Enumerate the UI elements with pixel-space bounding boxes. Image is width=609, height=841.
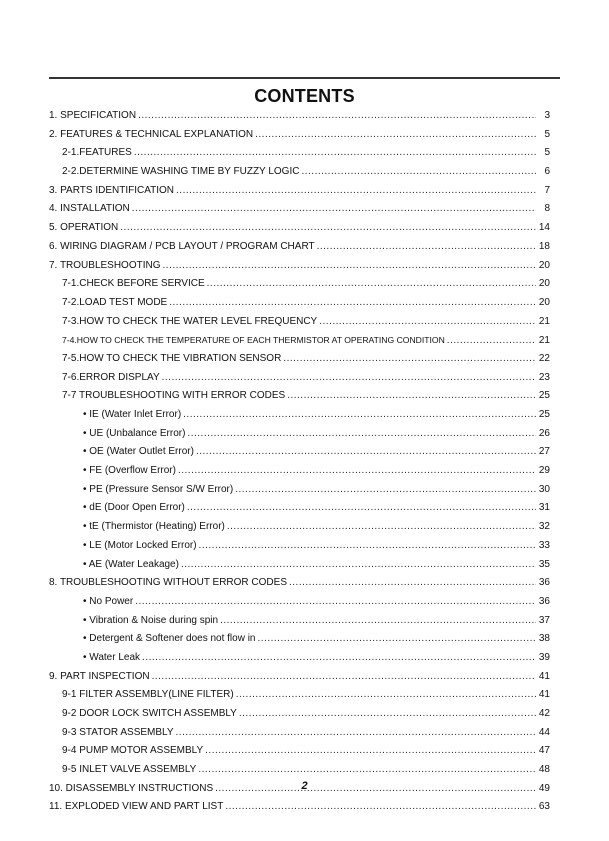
toc-entry[interactable] — [49, 593, 550, 612]
dot-leader — [178, 462, 536, 481]
dot-leader — [239, 705, 536, 724]
toc-entry-page: 8 — [544, 203, 550, 215]
toc-entry-page: 6 — [544, 166, 550, 178]
toc-entry-title: 7-1.CHECK BEFORE SERVICE — [62, 278, 205, 290]
toc-entry-title: 5. OPERATION — [49, 222, 119, 234]
dot-leader — [258, 630, 537, 649]
dot-leader — [142, 649, 536, 668]
toc-entry[interactable] — [49, 742, 550, 761]
dot-leader — [176, 724, 536, 743]
toc-entry[interactable] — [49, 350, 550, 369]
dot-leader — [207, 275, 536, 294]
toc-entry-title: 11. EXPLODED VIEW AND PART LIST — [49, 801, 224, 813]
toc-entry[interactable] — [49, 686, 550, 705]
dot-leader — [176, 182, 536, 201]
toc-entry-title: • LE (Motor Locked Error) — [83, 539, 197, 551]
toc-entry-page: 21 — [538, 315, 550, 327]
toc-entry-title: 9-2 DOOR LOCK SWITCH ASSEMBLY — [62, 708, 237, 719]
toc-entry-title: 9. PART INSPECTION — [49, 670, 150, 682]
toc-entry-page: 36 — [538, 595, 550, 607]
dot-leader — [132, 200, 536, 219]
dot-leader — [220, 612, 536, 631]
toc-entry-page: 23 — [538, 371, 550, 383]
dot-leader — [183, 406, 536, 425]
dot-leader — [162, 369, 536, 388]
toc-entry-page: 26 — [538, 427, 550, 439]
toc-entry-page: 36 — [538, 577, 550, 589]
toc-entry[interactable] — [49, 163, 550, 182]
toc-entry[interactable] — [49, 518, 550, 537]
toc-entry[interactable] — [49, 462, 550, 481]
toc-entry[interactable] — [49, 425, 550, 444]
toc-entry-title: 7-2.LOAD TEST MODE — [62, 296, 168, 308]
toc-entry[interactable] — [49, 481, 550, 500]
toc-entry-title: 2-1.FEATURES — [62, 147, 132, 159]
toc-entry[interactable] — [49, 200, 550, 219]
dot-leader — [225, 798, 536, 817]
toc-entry-page: 3 — [544, 110, 550, 121]
toc-entry[interactable] — [49, 556, 550, 575]
toc-entry[interactable] — [49, 182, 550, 201]
toc-entry[interactable] — [49, 331, 550, 350]
toc-entry-title: 10. DISASSEMBLY INSTRUCTIONS — [49, 782, 214, 794]
toc-entry-title: • OE (Water Outlet Error) — [83, 446, 194, 458]
toc-entry-title: 7-3.HOW TO CHECK THE WATER LEVEL FREQUENCY — [62, 315, 318, 327]
toc-entry-title: 9-1 FILTER ASSEMBLY(LINE FILTER) — [62, 689, 234, 701]
toc-entry[interactable] — [49, 387, 550, 406]
dot-leader — [138, 107, 536, 126]
table-of-contents — [49, 107, 550, 817]
dot-leader — [187, 499, 536, 518]
toc-entry-title: 6. WIRING DIAGRAM / PCB LAYOUT / PROGRAM CHART — [49, 240, 315, 252]
toc-entry[interactable] — [49, 630, 550, 649]
dot-leader — [163, 257, 536, 276]
dot-leader — [135, 593, 536, 612]
dot-leader — [227, 518, 536, 537]
toc-entry[interactable] — [49, 313, 550, 332]
toc-entry-title: 9-5 INLET VALVE ASSEMBLY — [62, 764, 197, 776]
toc-entry[interactable] — [49, 798, 550, 817]
dot-leader — [283, 350, 536, 369]
toc-entry[interactable] — [49, 294, 550, 313]
dot-leader — [199, 537, 536, 556]
toc-entry-page: 5 — [544, 147, 550, 159]
toc-entry[interactable] — [49, 107, 550, 126]
toc-entry-page: 25 — [538, 390, 550, 402]
toc-entry[interactable] — [49, 537, 550, 556]
dot-leader — [198, 761, 536, 780]
dot-leader — [120, 219, 536, 238]
dot-leader — [319, 313, 536, 332]
toc-entry-page: 20 — [538, 278, 550, 290]
toc-entry[interactable] — [49, 126, 550, 145]
toc-entry-title: 9-4 PUMP MOTOR ASSEMBLY — [62, 745, 204, 757]
toc-entry[interactable] — [49, 649, 550, 668]
toc-entry-page: 30 — [538, 483, 550, 495]
dot-leader — [181, 556, 536, 575]
toc-entry-title: • Vibration & Noise during spin — [83, 614, 219, 626]
toc-entry-page: 21 — [538, 335, 550, 347]
toc-entry-title: • Water Leak — [83, 651, 141, 663]
toc-entry[interactable] — [49, 612, 550, 631]
toc-entry[interactable] — [49, 369, 550, 388]
toc-entry-page: 41 — [538, 670, 550, 682]
toc-entry-page: 39 — [538, 651, 550, 663]
dot-leader — [301, 163, 536, 182]
dot-leader — [447, 332, 536, 351]
dot-leader — [317, 238, 536, 257]
toc-entry-title: • PE (Pressure Sensor S/W Error) — [83, 483, 234, 495]
toc-entry-page: 22 — [538, 352, 550, 364]
toc-entry-page: 47 — [538, 745, 550, 757]
dot-leader — [235, 481, 536, 500]
toc-entry-title: • IE (Water Inlet Error) — [83, 409, 182, 420]
toc-entry[interactable] — [49, 668, 550, 687]
dot-leader — [152, 668, 536, 687]
toc-entry-page: 49 — [538, 782, 550, 794]
toc-entry-title: 1. SPECIFICATION — [49, 110, 137, 121]
toc-entry-title: 7. TROUBLESHOOTING — [49, 259, 161, 271]
toc-entry-title: 7-5.HOW TO CHECK THE VIBRATION SENSOR — [62, 352, 282, 364]
page-title: CONTENTS — [254, 86, 355, 106]
toc-entry-title: • UE (Unbalance Error) — [83, 427, 186, 439]
toc-entry[interactable] — [49, 724, 550, 743]
toc-entry-title: • dE (Door Open Error) — [83, 502, 185, 514]
toc-entry-title: • tE (Thermistor (Heating) Error) — [83, 521, 225, 533]
toc-entry-page: 37 — [538, 614, 550, 626]
dot-leader — [236, 686, 536, 705]
toc-entry-page: 27 — [538, 446, 550, 458]
toc-entry[interactable] — [49, 144, 550, 163]
toc-entry[interactable] — [49, 761, 550, 780]
toc-entry-page: 63 — [538, 801, 550, 813]
toc-entry[interactable] — [49, 238, 550, 257]
toc-entry-title: • AE (Water Leakage) — [83, 558, 179, 570]
toc-entry-title: 4. INSTALLATION — [49, 203, 130, 215]
toc-entry-page: 41 — [538, 689, 550, 701]
toc-entry-page: 7 — [544, 184, 550, 196]
toc-entry-title: 9-3 STATOR ASSEMBLY — [62, 726, 174, 738]
toc-entry-title: 3. PARTS IDENTIFICATION — [49, 184, 175, 196]
toc-entry-page: 44 — [538, 726, 550, 738]
toc-entry-page: 42 — [538, 708, 550, 719]
toc-entry-title: 8. TROUBLESHOOTING WITHOUT ERROR CODES — [49, 577, 287, 589]
toc-entry-title: 7-7 TROUBLESHOOTING WITH ERROR CODES — [62, 390, 286, 402]
toc-entry[interactable] — [49, 406, 550, 425]
toc-entry-page: 25 — [538, 409, 550, 420]
toc-entry-title: 7-6.ERROR DISPLAY — [62, 371, 160, 383]
toc-entry[interactable] — [49, 219, 550, 238]
toc-entry-page: 14 — [538, 222, 550, 234]
dot-leader — [289, 574, 536, 593]
toc-entry[interactable] — [49, 499, 550, 518]
dot-leader — [134, 144, 536, 163]
toc-entry[interactable] — [49, 705, 550, 724]
toc-entry-page: 35 — [538, 558, 550, 570]
dot-leader — [196, 443, 536, 462]
toc-entry-page: 32 — [538, 521, 550, 533]
toc-entry-title: • FE (Overflow Error) — [83, 465, 176, 477]
page-number: 2 — [301, 780, 308, 792]
toc-entry[interactable] — [49, 275, 550, 294]
toc-entry-page: 38 — [538, 633, 550, 645]
dot-leader — [187, 425, 536, 444]
toc-entry-title: • No Power — [83, 595, 134, 607]
dot-leader — [287, 387, 536, 406]
toc-entry-page: 48 — [538, 764, 550, 776]
toc-entry-title: 7-4.HOW TO CHECK THE TEMPERATURE OF EACH THERMISTOR AT OPERATING CONDITION — [62, 335, 445, 346]
dot-leader — [169, 294, 536, 313]
top-rule — [49, 77, 560, 79]
toc-entry[interactable] — [49, 443, 550, 462]
toc-entry-page: 29 — [538, 465, 550, 477]
toc-entry-page: 18 — [538, 240, 550, 252]
toc-entry-title: • Detergent & Softener does not flow in — [83, 633, 256, 645]
dot-leader — [255, 126, 536, 145]
toc-entry[interactable] — [49, 574, 550, 593]
toc-entry-title: 2. FEATURES & TECHNICAL EXPLANATION — [49, 128, 254, 140]
toc-entry[interactable] — [49, 257, 550, 276]
toc-entry-page: 5 — [544, 128, 550, 140]
toc-entry-page: 33 — [538, 539, 550, 551]
dot-leader — [205, 742, 536, 761]
toc-entry-page: 20 — [538, 296, 550, 308]
toc-entry-page: 20 — [538, 259, 550, 271]
toc-entry-title: 2-2.DETERMINE WASHING TIME BY FUZZY LOGIC — [62, 166, 300, 178]
toc-entry-page: 31 — [538, 502, 550, 514]
